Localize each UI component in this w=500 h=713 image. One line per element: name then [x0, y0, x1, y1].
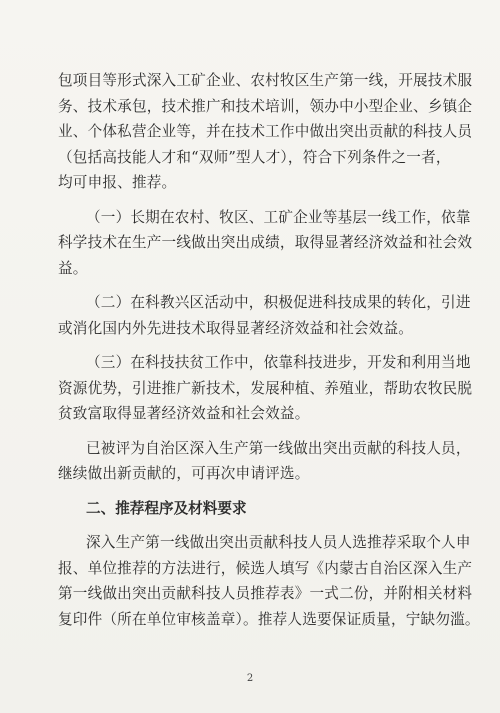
text-line: 贫致富取得显著经济效益和社会效益。 [58, 405, 310, 422]
text-line: 继续做出新贡献的，可再次申请评选。 [58, 465, 310, 482]
text-line: 包项目等形式深入工矿企业、农村牧区生产第一线，开展技术服 [58, 72, 473, 89]
intro-paragraph [58, 68, 473, 196]
paragraph-gap [58, 196, 450, 205]
text-line: 报、单位推荐的方法进行，候选人填写《内蒙古自治区深入生产 [58, 559, 473, 577]
text-line: （包括高技能人才和“双师”型人才），符合下列条件之一者， [58, 148, 451, 166]
condition-2-paragraph [58, 290, 471, 341]
paragraph-gap [58, 427, 450, 436]
text-line: 深入生产第一线做出突出贡献科技人员人选推荐采取个人申 [86, 534, 471, 551]
text-line: 业、个体私营企业等，并在技术工作中做出突出贡献的科技人员 [58, 123, 473, 140]
condition-3-paragraph [58, 350, 473, 427]
page-number: 2 [246, 673, 254, 684]
text-line: 均可申报、推荐。 [58, 174, 177, 191]
re-evaluation-paragraph [58, 436, 471, 487]
text-line: 务、技术承包，技术推广和技术培训，领办中小型企业、乡镇企 [58, 97, 473, 115]
text-line: 益。 [58, 259, 88, 277]
section-heading: 二、推荐程序及材料要求 [86, 499, 247, 517]
text-line: 复印件（所在单位审核盖章）。推荐人选要保证质量，宁缺勿滥。 [58, 610, 480, 628]
text-line: 科学技术在生产一线做出突出成绩，取得显著经济效益和社会效 [58, 234, 473, 251]
body-text [58, 68, 480, 632]
text-line: 或消化国内外先进技术取得显著经济效益和社会效益。 [58, 319, 414, 337]
paragraph-gap [58, 487, 450, 496]
text-line: （一）长期在农村、牧区、工矿企业等基层一线工作，依靠 [86, 208, 471, 226]
paragraph-gap [58, 521, 450, 530]
text-line: （三）在科技扶贫工作中，依靠科技进步，开发和利用当地 [86, 354, 471, 371]
text-line: （二）在科教兴区活动中，积极促进科技成果的转化，引进 [86, 294, 471, 311]
paragraph-gap [58, 281, 450, 290]
section-paragraph [58, 530, 480, 632]
text-line: 第一线做出突出贡献科技人员推荐表》一式二份，并附相关材料 [58, 585, 473, 602]
paragraph-gap [58, 341, 450, 350]
text-line: 已被评为自治区深入生产第一线做出突出贡献的科技人员， [86, 439, 471, 457]
text-line: 资源优势，引进推广新技术，发展种植、养殖业，帮助农牧民脱 [58, 379, 473, 397]
condition-1-paragraph [58, 205, 473, 282]
